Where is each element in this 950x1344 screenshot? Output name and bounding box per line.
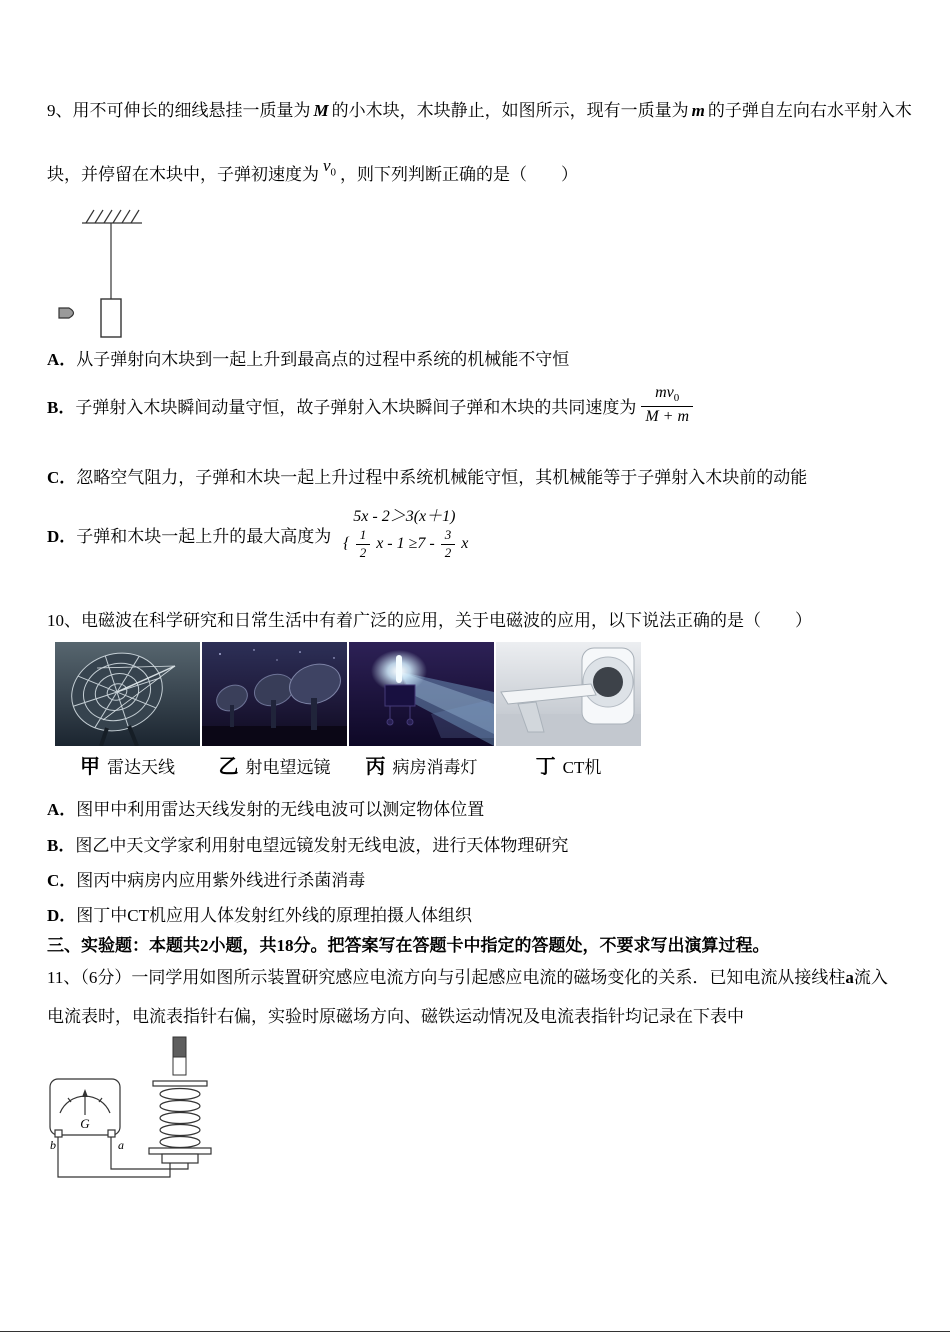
section3-heading xyxy=(47,931,770,956)
uv-tube xyxy=(396,655,402,683)
q11-stem-text-3: 电流表时，电流表指针右偏，实验时原磁场方向、磁铁运动情况及电流表指针均记录在下表中 xyxy=(47,1007,744,1026)
frac-denominator: 2 xyxy=(359,544,367,560)
q9-option-d xyxy=(47,498,468,570)
option-text: 子弹和木块一起上升的最大高度为 xyxy=(76,526,332,546)
q11-stem-text-1: 11、（6分）一同学用如图所示装置研究感应电流方向与引起感应电流的磁场变化的关系．已知电流从接线柱 xyxy=(47,968,846,987)
option-text: 从子弹射向木块到一起上升到最高点的过程中系统的机械能不守恒 xyxy=(76,350,570,369)
caption-tag: 乙 xyxy=(218,756,239,778)
q11-stem-text-2: 流入 xyxy=(853,968,888,987)
wood-block xyxy=(101,299,121,337)
caption-bing xyxy=(349,750,494,779)
caption-ding xyxy=(496,750,641,779)
caption-text: 雷达天线 xyxy=(107,758,175,777)
terminal-b-post xyxy=(55,1130,62,1137)
option-text: 图乙中天文学家利用射电望远镜发射无线电波，进行天体物理研究 xyxy=(75,836,569,855)
brace: { xyxy=(343,535,350,553)
fraction-mv0-over-M-plus-m xyxy=(641,384,693,426)
var-v0 xyxy=(323,156,336,178)
q9-option-b xyxy=(47,380,698,430)
q9-stem-text-3: 的子弹自左向右水平射入木 xyxy=(707,101,912,120)
ground xyxy=(202,726,347,746)
q11-stem-line2 xyxy=(47,1002,744,1027)
var-v: v xyxy=(323,156,331,175)
var-M: M xyxy=(313,101,329,120)
frac-denominator: M + m xyxy=(645,407,690,425)
option-label: B． xyxy=(47,836,76,855)
caption-jia xyxy=(55,750,200,779)
caption-tag: 甲 xyxy=(80,756,100,778)
bullet xyxy=(59,308,74,318)
photo-radar-antenna xyxy=(55,642,200,746)
q10-option-d xyxy=(47,901,472,926)
section3-heading-text: 三、实验题：本题共2小题，共18分。把答案写在答题卡中指定的答题处，不要求写出演算过程。 xyxy=(47,936,770,955)
math-line-1: 5x - 2＞3(x＋1) xyxy=(353,508,456,526)
q9-option-c xyxy=(47,463,807,488)
option-text: 图甲中利用雷达天线发射的无线电波可以测定物体位置 xyxy=(76,800,485,819)
photo-radio-telescopes xyxy=(202,642,347,746)
option-text: 忽略空气阻力，子弹和木块一起上升过程中系统机械能守恒，其机械能等于子弹射入木块前的动能 xyxy=(76,468,808,487)
q9-stem-text-1: 9、用不可伸长的细线悬挂一质量为 xyxy=(47,101,311,120)
caption-text: CT机 xyxy=(562,758,602,777)
math-mid: x - 1 ≥7 - xyxy=(376,535,439,553)
var-v-sub: 0 xyxy=(330,166,337,179)
q9-pendulum-figure xyxy=(52,203,177,348)
q10-stem-text: 10、电磁波在科学研究和日常生活中有着广泛的应用，关于电磁波的应用，以下说法正确的是（ ） xyxy=(47,611,812,630)
q10-stem xyxy=(47,606,812,631)
photo-ct-machine xyxy=(496,642,641,746)
q10-caption-row xyxy=(55,750,641,779)
q9-stem-line2 xyxy=(47,156,579,187)
fraction-1-over-2 xyxy=(356,528,371,561)
q10-option-c xyxy=(47,866,365,891)
q9-option-d-math xyxy=(343,507,468,561)
frac-denominator: 2 xyxy=(444,544,452,560)
option-label: B． xyxy=(47,397,76,417)
coil xyxy=(149,1081,211,1163)
q9-stem-line1 xyxy=(47,96,912,121)
ceiling-hatching xyxy=(82,210,142,223)
math-line-2 xyxy=(343,528,468,561)
q10-option-b xyxy=(47,831,568,856)
magnet xyxy=(173,1037,186,1075)
caption-text: 病房消毒灯 xyxy=(392,758,478,777)
q9-stem-text-4: 块，并停留在木块中，子弹初速度为 xyxy=(47,165,319,184)
frac-numerator: mv xyxy=(655,383,674,401)
q11-apparatus-figure xyxy=(40,1035,235,1190)
terminal-b-label: b xyxy=(50,1138,56,1152)
q10-option-a xyxy=(47,795,484,820)
frac-numerator: 1 xyxy=(356,528,371,545)
option-label: C． xyxy=(47,871,77,890)
frac-numerator: 3 xyxy=(441,528,456,545)
q9-stem-text-2: 的小木块，木块静止，如图所示，现有一质量为 xyxy=(331,101,689,120)
q11-stem-line1 xyxy=(47,963,888,988)
galvanometer-label: G xyxy=(80,1116,90,1131)
fraction-3-over-2 xyxy=(441,528,456,561)
option-label: D． xyxy=(47,526,77,546)
q9-stem-text-5: ，则下列判断正确的是（ ） xyxy=(340,165,579,184)
terminal-a-label: a xyxy=(118,1138,124,1152)
option-label: A． xyxy=(47,800,77,819)
option-label: C． xyxy=(47,468,77,487)
option-text: 图丁中CT机应用人体发射红外线的原理拍摄人体组织 xyxy=(76,906,473,925)
option-text: 图丙中病房内应用紫外线进行杀菌消毒 xyxy=(76,871,366,890)
math-end: x xyxy=(461,535,469,553)
caption-tag: 丙 xyxy=(365,756,386,778)
var-m: m xyxy=(691,101,705,120)
terminal-a-inline: a xyxy=(845,968,854,987)
page-bottom-rule xyxy=(0,1331,950,1332)
caption-yi xyxy=(202,750,347,779)
option-label: D． xyxy=(47,906,77,925)
caption-text: 射电望远镜 xyxy=(245,758,331,777)
frac-numerator-sub: 0 xyxy=(673,392,680,405)
q10-photo-row xyxy=(55,642,641,746)
q9-option-a xyxy=(47,345,569,370)
photo-uv-lamp xyxy=(349,642,494,746)
option-label: A． xyxy=(47,350,77,369)
option-text: 子弹射入木块瞬间动量守恒，故子弹射入木块瞬间子弹和木块的共同速度为 xyxy=(75,397,637,417)
terminal-a-post xyxy=(108,1130,115,1137)
caption-tag: 丁 xyxy=(535,756,556,778)
